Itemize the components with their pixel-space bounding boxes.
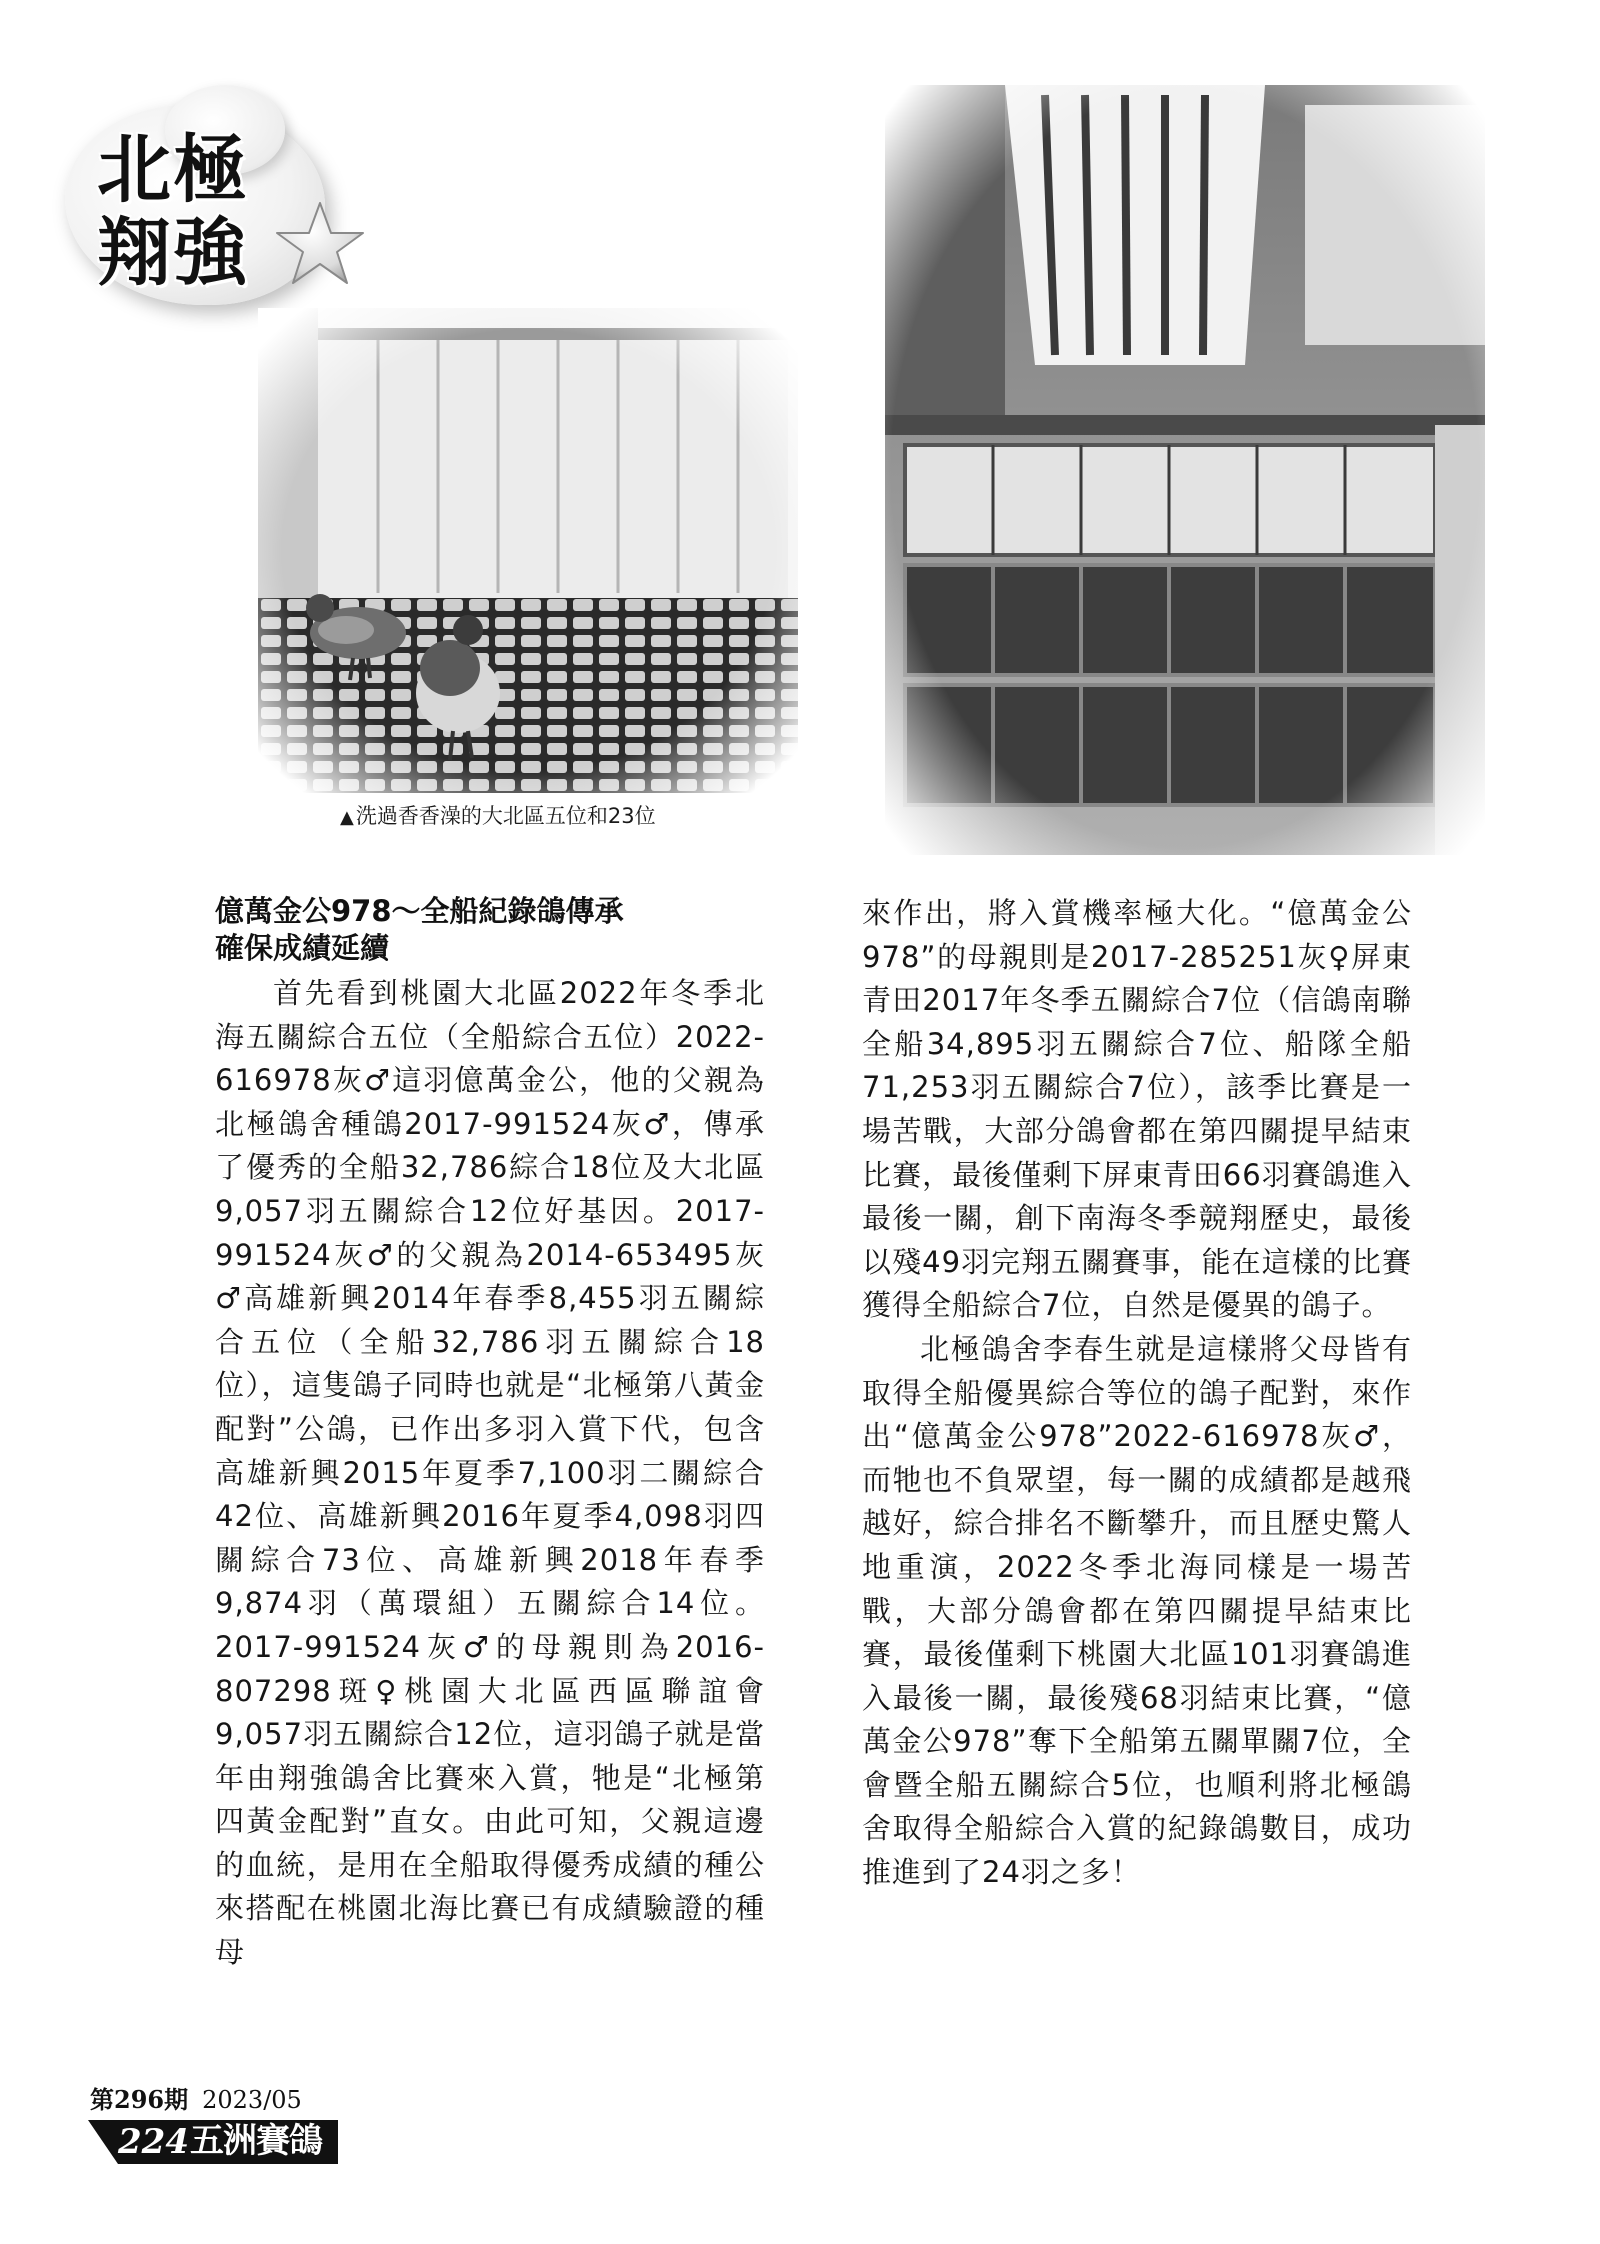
issue-info <box>90 2080 302 2115</box>
subheading-line1: 億萬金公978～全船紀錄鴿傳承 <box>215 894 624 928</box>
logo-title-line2: 翔強 <box>97 210 249 296</box>
issue-number: 第296期 <box>90 2085 189 2114</box>
loft-interior-photo <box>885 85 1485 855</box>
paragraph-right-1: 來作出，將入賞機率極大化。“億萬金公978”的母親則是2017-285251灰♀屏東青田2017年冬季五關綜合7位（信鴿南聯全船34,895羽五關綜合7位、船隊全船71,253羽五關綜合7位），該季比賽是一場苦戰，大部分鴿會都在第四關提早結束比賽，最後僅剩下屏東青田66羽賽鴿進入最後一關，創下南海冬季競翔歷史，最後以殘49羽完翔五關賽事，能在這樣的比賽獲得全船綜合7位，自然是優異的鴿子。 <box>862 896 1412 1323</box>
pigeons-photo <box>258 308 798 793</box>
star-icon <box>270 195 370 295</box>
article-column-right <box>862 892 1412 1895</box>
column-logo <box>55 85 385 315</box>
triangle-marker-icon: ▲ <box>340 807 354 828</box>
caption-text: 洗過香香澡的大北區五位和23位 <box>355 804 656 828</box>
magazine-name: 五洲賽鴿 <box>190 2121 322 2161</box>
page-number: 224 <box>118 2122 189 2162</box>
issue-date: 2023/05 <box>202 2086 302 2114</box>
photo-caption <box>340 800 656 830</box>
article-column-left <box>215 972 765 1975</box>
paragraph-right-2: 北極鴿舍李春生就是這樣將父母皆有取得全船優異綜合等位的鴿子配對，來作出“億萬金公978”2022-616978灰♂，而牠也不負眾望，每一關的成績都是越飛越好，綜合排名不斷攀升，而且歷史驚人地重演，2022冬季北海同樣是一場苦戰，大部分鴿會都在第四關提早結束比賽，最後僅剩下桃園大北區101羽賽鴿進入最後一關，最後殘68羽結束比賽，“億萬金公978”奪下全船第五關單關7位，全會暨全船五關綜合5位，也順利將北極鴿舍取得全船綜合入賞的紀錄鴿數目，成功推進到了24羽之多！ <box>862 1331 1412 1890</box>
paragraph-left-1: 首先看到桃園大北區2022年冬季北海五關綜合五位（全船綜合五位）2022-616978灰♂這羽億萬金公，他的父親為北極鴿舍種鴿2017-991524灰♂，傳承了優秀的全船32,786綜合18位及大北區9,057羽五關綜合12位好基因。2017-991524灰♂的父親為2014-653495灰♂高雄新興2014年春季8,455羽五關綜合五位（全船32,786羽五關綜合18位），這隻鴿子同時也就是“北極第八黃金配對”公鴿，已作出多羽入賞下代，包含高雄新興2015年夏季7,100羽二關綜合42位、高雄新興2016年夏季4,098羽四關綜合73位、高雄新興2018年春季9,874羽（萬環組）五關綜合14位。2017-991524灰♂的母親則為2016-807298斑♀桃園大北區西區聯誼會9,057羽五關綜合12位，這羽鴿子就是當年由翔強鴿舍比賽來入賞，牠是“北極第四黃金配對”直女。由此可知，父親這邊的血統，是用在全船取得優秀成績的種公來搭配在桃園北海比賽已有成績驗證的種母 <box>215 976 765 1970</box>
subheading-line2: 確保成績延續 <box>215 931 390 965</box>
logo-title-line1: 北極 <box>97 127 249 213</box>
article-subheading <box>215 893 735 967</box>
